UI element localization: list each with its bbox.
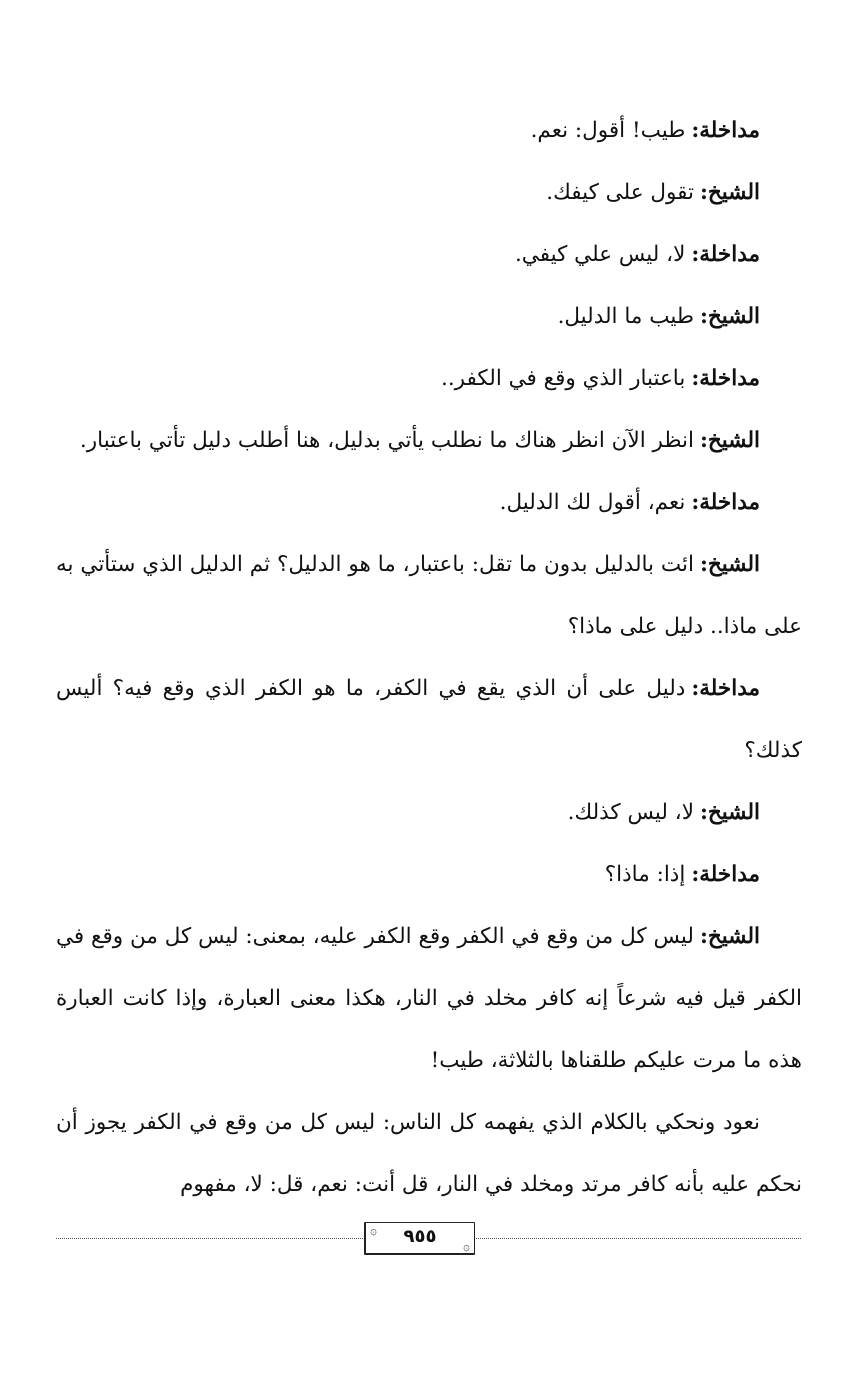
paragraph-text: لا، ليس علي كيفي. <box>514 242 686 267</box>
dialogue-paragraph <box>56 782 802 844</box>
speaker-label: مداخلة: <box>691 366 760 391</box>
speaker-label: الشيخ: <box>699 800 760 825</box>
dialogue-paragraph <box>56 348 802 410</box>
paragraph-text: لا، ليس كذلك. <box>567 800 694 825</box>
paragraph-text: ليس كل من وقع في الكفر وقع الكفر عليه، بمعنى: ليس كل من وقع في الكفر قيل فيه شرعاً إنه كافر مخلد في النار، هكذا معنى العبارة، وإذا كانت العبارة هذه ما مرت عليكم طلقناها بالثلاثة، طيب! <box>56 924 802 1073</box>
speaker-label: مداخلة: <box>691 862 760 887</box>
paragraph-text: ائت بالدليل بدون ما تقل: باعتبار، ما هو الدليل؟ ثم الدليل الذي ستأتي به على ماذا.. دليل على ماذا؟ <box>56 552 802 639</box>
dialogue-paragraph <box>56 1092 802 1216</box>
paragraph-text: باعتبار الذي وقع في الكفر.. <box>440 366 686 391</box>
speaker-label: الشيخ: <box>699 552 760 577</box>
speaker-label: مداخلة: <box>691 242 760 267</box>
speaker-label: مداخلة: <box>691 676 760 701</box>
paragraph-text: نعود ونحكي بالكلام الذي يفهمه كل الناس: ليس كل من وقع في الكفر يجوز أن نحكم عليه بأنه كافر مرتد ومخلد في النار، قل أنت: نعم، قل: لا، مفهوم <box>56 1110 802 1197</box>
dialogue-paragraph <box>56 410 802 472</box>
paragraph-text: طيب! أقول: نعم. <box>530 118 686 143</box>
ornament-icon: ۞ <box>462 1239 470 1253</box>
dialogue-paragraph <box>56 224 802 286</box>
page-body <box>56 100 802 1216</box>
speaker-label: الشيخ: <box>699 428 760 453</box>
dialogue-paragraph <box>56 162 802 224</box>
speaker-label: مداخلة: <box>691 490 760 515</box>
paragraph-text: تقول على كيفك. <box>546 180 694 205</box>
paragraph-text: انظر الآن انظر هناك ما نطلب يأتي بدليل، هنا أطلب دليل تأتي باعتبار. <box>79 428 694 453</box>
dialogue-paragraph <box>56 658 802 782</box>
dialogue-paragraph <box>56 844 802 906</box>
dialogue-paragraph <box>56 534 802 658</box>
dialogue-paragraph <box>56 472 802 534</box>
paragraph-text: دليل على أن الذي يقع في الكفر، ما هو الكفر الذي وقع فيه؟ أليس كذلك؟ <box>56 676 802 763</box>
speaker-label: الشيخ: <box>699 180 760 205</box>
page-number: ٩٥٥ <box>403 1226 437 1247</box>
speaker-label: الشيخ: <box>699 924 760 949</box>
dialogue-paragraph <box>56 100 802 162</box>
speaker-label: مداخلة: <box>691 118 760 143</box>
paragraph-text: طيب ما الدليل. <box>557 304 694 329</box>
speaker-label: الشيخ: <box>699 304 760 329</box>
dialogue-paragraph <box>56 906 802 1092</box>
ornament-icon: ۞ <box>370 1223 378 1237</box>
paragraph-text: إذا: ماذا؟ <box>604 862 686 887</box>
paragraph-text: نعم، أقول لك الدليل. <box>499 490 686 515</box>
dialogue-paragraph <box>56 286 802 348</box>
page-number-frame <box>364 1222 475 1255</box>
